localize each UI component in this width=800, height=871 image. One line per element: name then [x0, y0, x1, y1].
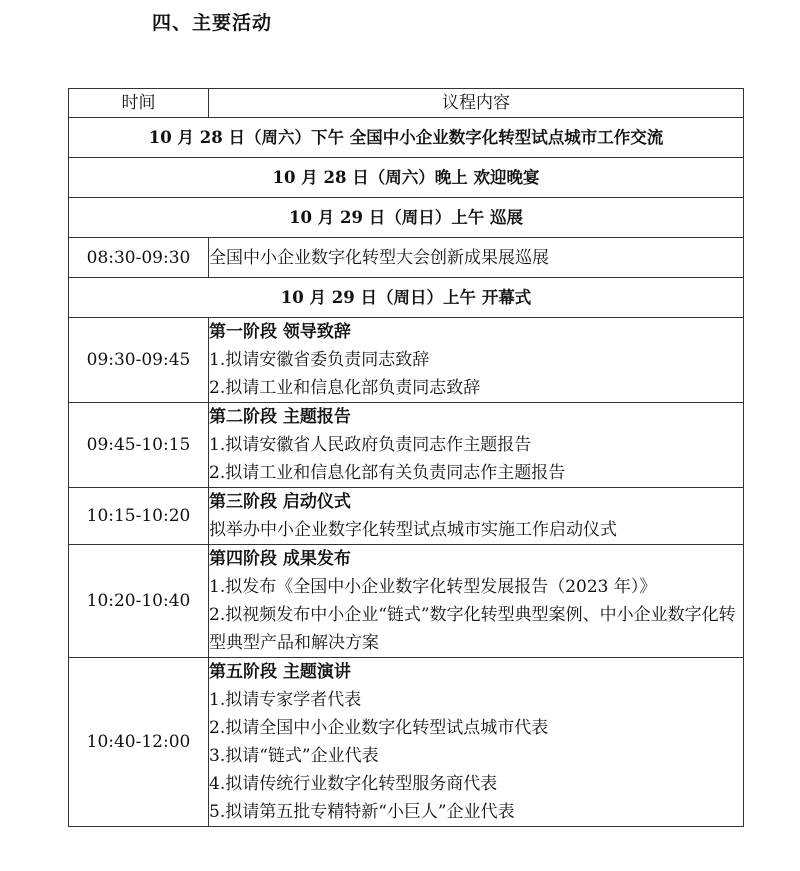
- table-row: [69, 118, 744, 158]
- table-row: [69, 238, 744, 278]
- time-cell: 08:30-09:30: [69, 238, 209, 278]
- table-row: [69, 403, 744, 488]
- stage-title: 第一阶段 领导致辞: [209, 322, 351, 342]
- agenda-item: 2.拟视频发布中小企业“链式”数字化转型典型案例、中小企业数字化转型典型产品和解决方案: [209, 605, 736, 653]
- agenda-item: 3.拟请“链式”企业代表: [209, 746, 379, 766]
- header-content: 议程内容: [209, 89, 744, 118]
- agenda-item: 2.拟请工业和信息化部负责同志致辞: [209, 378, 481, 398]
- agenda-item: 4.拟请传统行业数字化转型服务商代表: [209, 774, 498, 794]
- content-cell: [209, 658, 744, 827]
- agenda-item: 1.拟请专家学者代表: [209, 690, 362, 710]
- session-title: 10 月 28 日（周六）下午 全国中小企业数字化转型试点城市工作交流: [69, 118, 744, 158]
- table-row: [69, 488, 744, 545]
- header-time: 时间: [69, 89, 209, 118]
- table-row: [69, 158, 744, 198]
- table-header-row: [69, 89, 744, 118]
- time-cell: 10:20-10:40: [69, 545, 209, 658]
- session-title: 10 月 29 日（周日）上午 开幕式: [69, 278, 744, 318]
- agenda-item: 拟举办中小企业数字化转型试点城市实施工作启动仪式: [209, 520, 617, 540]
- session-title: 10 月 28 日（周六）晚上 欢迎晚宴: [69, 158, 744, 198]
- table-row: [69, 545, 744, 658]
- agenda-item: 1.拟请安徽省委负责同志致辞: [209, 350, 430, 370]
- stage-title: 第三阶段 启动仪式: [209, 492, 351, 512]
- time-cell: 09:45-10:15: [69, 403, 209, 488]
- table-row: [69, 278, 744, 318]
- content-cell: [209, 403, 744, 488]
- agenda-table: [68, 88, 744, 827]
- agenda-item: 1.拟请安徽省人民政府负责同志作主题报告: [209, 435, 532, 455]
- content-cell: [209, 488, 744, 545]
- agenda-item: 5.拟请第五批专精特新“小巨人”企业代表: [209, 802, 515, 822]
- table-row: [69, 318, 744, 403]
- content-cell: 全国中小企业数字化转型大会创新成果展巡展: [209, 238, 744, 278]
- agenda-item: 1.拟发布《全国中小企业数字化转型发展报告（2023 年）》: [209, 577, 657, 597]
- stage-title: 第四阶段 成果发布: [209, 549, 351, 569]
- time-cell: 10:40-12:00: [69, 658, 209, 827]
- agenda-item: 2.拟请工业和信息化部有关负责同志作主题报告: [209, 463, 566, 483]
- stage-title: 第五阶段 主题演讲: [209, 662, 351, 682]
- time-cell: 10:15-10:20: [69, 488, 209, 545]
- table-row: [69, 198, 744, 238]
- section-heading: 四、主要活动: [152, 12, 273, 34]
- content-cell: [209, 545, 744, 658]
- session-title: 10 月 29 日（周日）上午 巡展: [69, 198, 744, 238]
- table-row: [69, 658, 744, 827]
- agenda-item: 2.拟请全国中小企业数字化转型试点城市代表: [209, 718, 549, 738]
- stage-title: 第二阶段 主题报告: [209, 407, 351, 427]
- time-cell: 09:30-09:45: [69, 318, 209, 403]
- content-cell: [209, 318, 744, 403]
